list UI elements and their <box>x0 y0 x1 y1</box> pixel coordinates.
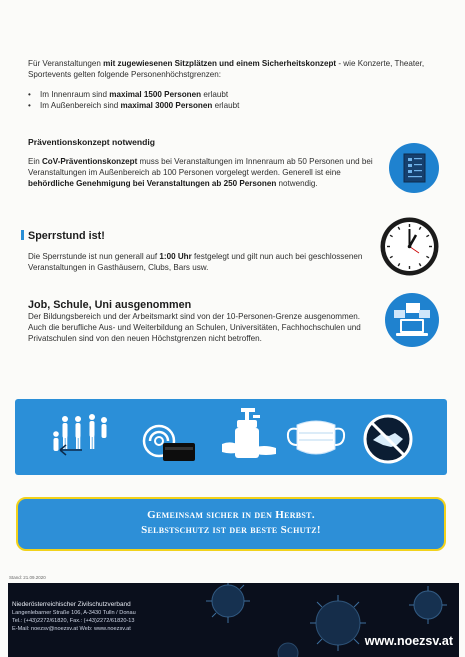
praevention-heading: Präventionskonzept notwendig <box>28 137 156 147</box>
face-mask-icon <box>283 411 349 463</box>
intro-bold: mit zugewiesenen Sitzplätzen und einem Sicherheitskonzept <box>103 59 337 68</box>
footer-website-link[interactable]: www.noezsv.at <box>364 634 453 648</box>
laptop-school-icon <box>385 293 439 347</box>
slogan-line-2: Selbstschutz ist der beste Schutz! <box>141 524 321 536</box>
clock-icon <box>379 216 440 277</box>
intro-paragraph <box>28 58 440 80</box>
slogan-line-1: Gemeinsam sicher in den Herbst. <box>147 509 315 521</box>
praevention-paragraph: Ein CoV-Präventionskonzept muss bei Veranstaltungen im Innenraum ab 50 Personen und bei Veranstaltungen im Außenbereich ab 100 Personen vorgelegt werden. Generell ist eine behördliche Genehmigung bei Veranstaltungen ab 250 Personen notwendig. <box>28 157 373 189</box>
footer <box>8 583 459 657</box>
contactless-card-icon <box>139 413 203 463</box>
sperrstunde-paragraph: Die Sperrstunde ist nun generall auf 1:00 Uhr festgelegt und gilt nun auch bei geschlossenen Veranstaltungen in Gasthäusern, Clubs, Bars usw. <box>28 252 363 273</box>
footer-address: Langenlebarner Straße 106, A-3430 Tulln / Donau <box>12 610 136 616</box>
schule-heading: Job, Schule, Uni ausgenommen <box>28 299 192 311</box>
hand-sanitizer-icon <box>218 404 280 468</box>
footer-address-block <box>12 601 272 633</box>
intro-text: Für Veranstaltungen <box>28 59 104 68</box>
slogan-box <box>16 497 446 551</box>
footer-org: Niederösterreichischer Zivilschutzverband <box>12 601 131 608</box>
no-handshake-icon <box>361 412 415 466</box>
hygiene-icons-banner <box>15 399 447 475</box>
footer-email: E-Mail: noezsv@noezsv.at Web: www.noezsv.at <box>12 626 131 632</box>
footer-phone: Tel.: (+43)2272/61820, Fax.: (+43)2272/61820-13 <box>12 618 135 624</box>
intro-text-end: - wie Konzerte, Theater, Sportevents gelten folgende Personenhöchstgrenzen: <box>28 59 425 80</box>
list-item: • Im Außenbereich sind maximal 3000 Personen erlaubt <box>26 100 426 111</box>
schule-paragraph: Der Bildungsbereich und der Arbeitsmarkt sind von der 10-Personen-Grenze ausgenommen. Auch die berufliche Aus- und Weiterbildung an Schulen, Universitäten, Fachhochschulen und Privatschulen sind von den neuen Höchstgrenzen nicht betroffen. <box>28 312 361 344</box>
distance-people-icon <box>48 412 114 460</box>
limits-list <box>26 89 426 111</box>
list-item: • Im Innenraum sind maximal 1500 Personen erlaubt <box>26 89 426 100</box>
accent-bar <box>21 230 24 240</box>
dateline: Stand: 21.09.2020 <box>9 575 46 580</box>
sperrstunde-heading: Sperrstund ist! <box>21 230 105 242</box>
document-icon <box>389 143 439 193</box>
